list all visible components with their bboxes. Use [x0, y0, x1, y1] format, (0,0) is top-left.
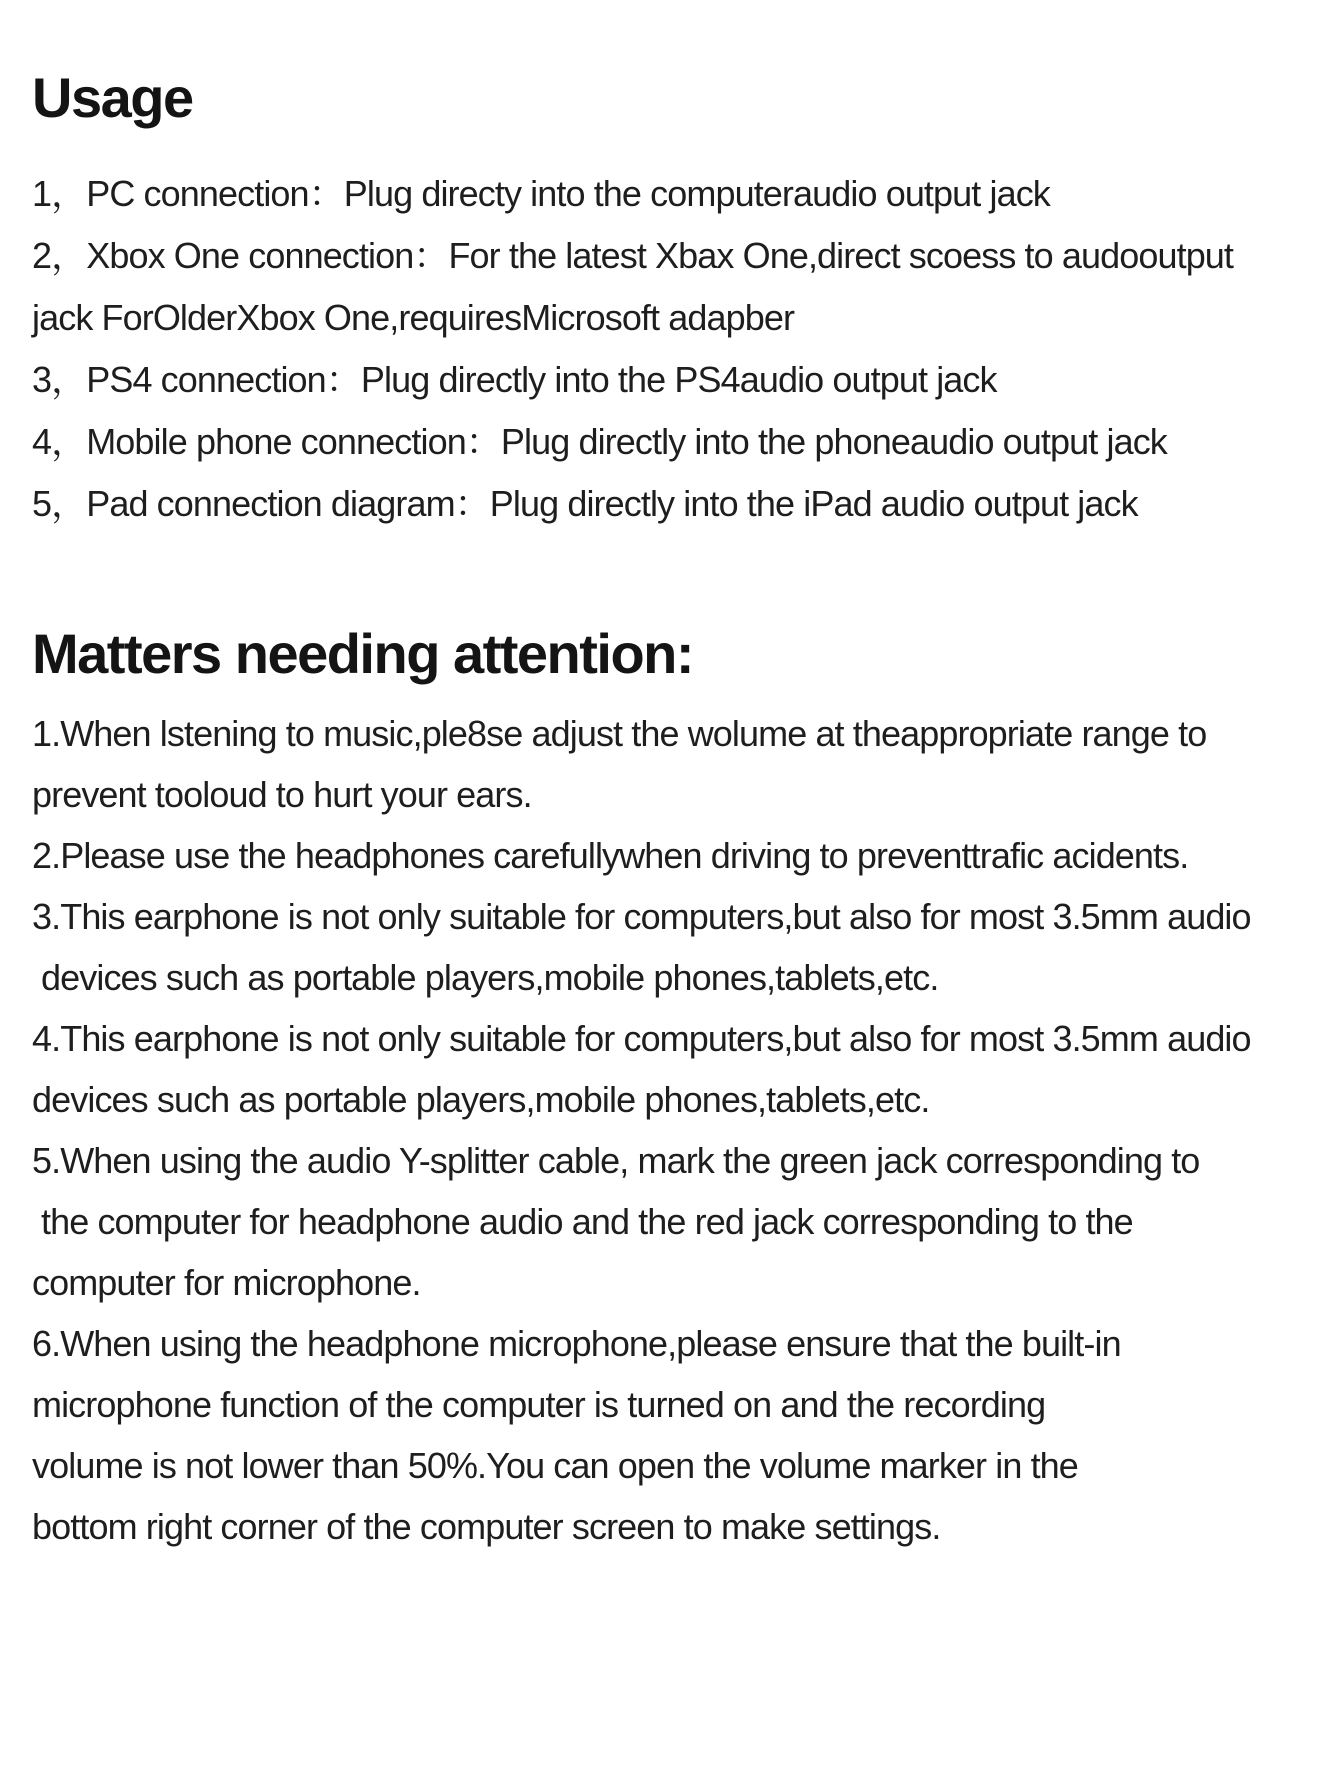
attention-line: volume is not lower than 50%.You can open the volume marker in the: [32, 1445, 1078, 1486]
attention-line: 1.When lstening to music,ple8se adjust the wolume at theappropriate range to: [32, 713, 1207, 754]
usage-line: 4，Mobile phone connection：Plug directly into the phoneaudio output jack: [32, 421, 1167, 462]
usage-line: 3，PS4 connection：Plug directly into the PS4audio output jack: [32, 359, 997, 400]
usage-line: 5，Pad connection diagram：Plug directly into the iPad audio output jack: [32, 483, 1138, 524]
attention-line: 2.Please use the headphones carefullywhen driving to preventtrafic acidents.: [32, 835, 1189, 876]
usage-line: 2，Xbox One connection：For the latest Xbax One,direct scoess to audooutput: [32, 235, 1234, 276]
usage-line: 1，PC connection：Plug directy into the computeraudio output jack: [32, 173, 1050, 214]
attention-line: devices such as portable players,mobile phones,tablets,etc.: [32, 1079, 930, 1120]
attention-line: prevent tooloud to hurt your ears.: [32, 774, 532, 815]
attention-heading: Matters needing attention:: [32, 622, 694, 685]
attention-line: the computer for headphone audio and the red jack corresponding to the: [41, 1201, 1133, 1242]
attention-line: 6.When using the headphone microphone,please ensure that the built-in: [32, 1323, 1121, 1364]
usage-heading: Usage: [32, 66, 193, 129]
attention-line: 3.This earphone is not only suitable for computers,but also for most 3.5mm audio: [32, 896, 1251, 937]
attention-line: microphone function of the computer is turned on and the recording: [32, 1384, 1046, 1425]
attention-line: 5.When using the audio Y-splitter cable, mark the green jack corresponding to: [32, 1140, 1200, 1181]
attention-line: computer for microphone.: [32, 1262, 421, 1303]
attention-line: devices such as portable players,mobile phones,tablets,etc.: [41, 957, 939, 998]
attention-line: bottom right corner of the computer screen to make settings.: [32, 1506, 941, 1547]
usage-line: jack ForOlderXbox One,requiresMicrosoft adapber: [32, 297, 795, 338]
attention-line: 4.This earphone is not only suitable for computers,but also for most 3.5mm audio: [32, 1018, 1251, 1059]
